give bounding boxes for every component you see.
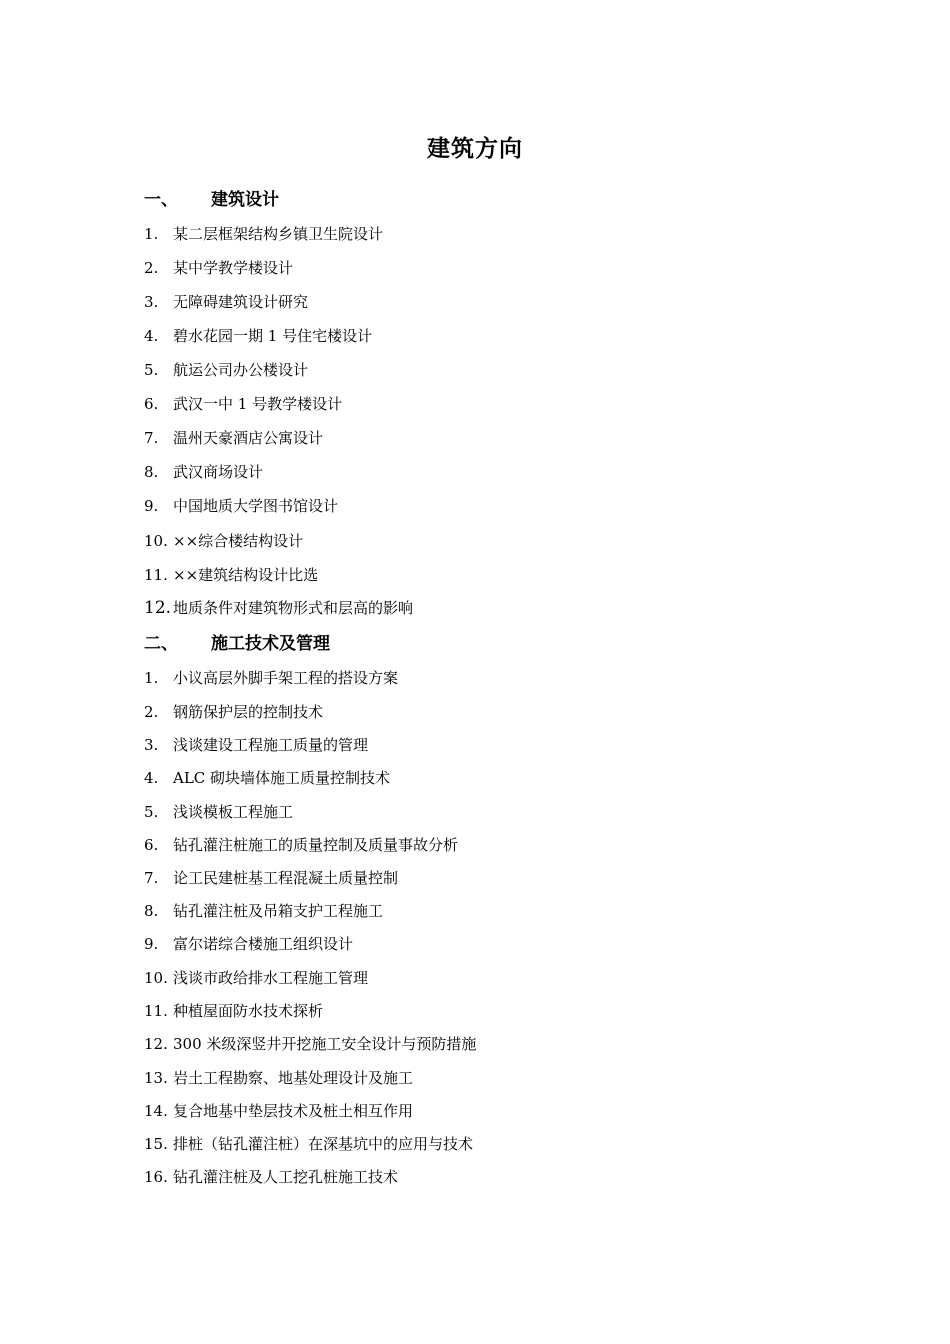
list-item xyxy=(144,1032,476,1056)
list-item xyxy=(144,1066,413,1090)
item-text: 复合地基中垫层技术及桩土相互作用 xyxy=(173,1102,414,1120)
item-text: 碧水花园一期 1 号住宅楼设计 xyxy=(173,327,373,345)
item-text: 中国地质大学图书馆设计 xyxy=(173,497,339,515)
item-text: 种植屋面防水技术探析 xyxy=(173,1002,324,1020)
item-text: 武汉商场设计 xyxy=(173,463,264,481)
item-number: 1. xyxy=(144,669,159,687)
list-item xyxy=(144,1165,398,1189)
item-text: 浅谈模板工程施工 xyxy=(173,803,294,821)
item-number: 3. xyxy=(144,293,159,311)
item-text: ××综合楼结构设计 xyxy=(173,532,304,550)
item-number: 11. xyxy=(144,566,168,584)
list-item xyxy=(144,392,342,416)
list-item xyxy=(144,733,368,757)
list-item xyxy=(144,966,368,990)
item-number: 14. xyxy=(144,1102,168,1120)
item-number: 11. xyxy=(144,1002,168,1020)
item-number: 4. xyxy=(144,769,159,787)
item-number: 2. xyxy=(144,259,159,277)
item-number: 3. xyxy=(144,736,159,754)
item-number: 10. xyxy=(144,969,168,987)
item-text: 钢筋保护层的控制技术 xyxy=(173,703,324,721)
item-text: 钻孔灌注桩施工的质量控制及质量事故分析 xyxy=(173,836,459,854)
item-text: 小议高层外脚手架工程的搭设方案 xyxy=(173,669,399,687)
item-text: 钻孔灌注桩及人工挖孔桩施工技术 xyxy=(173,1168,399,1186)
item-text: 钻孔灌注桩及吊箱支护工程施工 xyxy=(173,902,384,920)
list-item xyxy=(144,800,293,824)
item-text: 航运公司办公楼设计 xyxy=(173,361,309,379)
item-number: 9. xyxy=(144,935,159,953)
item-number: 7. xyxy=(144,429,159,447)
item-number: 16. xyxy=(144,1168,168,1186)
item-text: ALC 砌块墙体施工质量控制技术 xyxy=(173,769,391,787)
list-item xyxy=(144,999,323,1023)
list-item xyxy=(144,529,303,553)
section-number: 二、 xyxy=(144,634,178,654)
item-number: 12. xyxy=(144,1035,168,1053)
item-number: 13. xyxy=(144,1069,168,1087)
item-number: 5. xyxy=(144,361,159,379)
item-text: 某中学教学楼设计 xyxy=(173,259,294,277)
section-heading-construction-management xyxy=(144,631,330,657)
item-text: 岩土工程勘察、地基处理设计及施工 xyxy=(173,1069,414,1087)
list-item xyxy=(144,833,458,857)
item-number: 5. xyxy=(144,803,159,821)
list-item xyxy=(144,1099,413,1123)
list-item xyxy=(144,700,323,724)
item-text: 富尔诺综合楼施工组织设计 xyxy=(173,935,354,953)
list-item xyxy=(144,290,308,314)
item-number: 10. xyxy=(144,532,168,550)
item-number: 15. xyxy=(144,1135,168,1153)
item-number: 7. xyxy=(144,869,159,887)
section-title: 施工技术及管理 xyxy=(211,634,330,654)
item-text: 武汉一中 1 号教学楼设计 xyxy=(173,395,343,413)
item-number: 8. xyxy=(144,463,159,481)
item-text: 浅谈建设工程施工质量的管理 xyxy=(173,736,369,754)
list-item xyxy=(144,494,338,518)
item-number: 2. xyxy=(144,703,159,721)
list-item xyxy=(144,1132,473,1156)
list-item xyxy=(144,563,318,587)
list-item xyxy=(144,324,372,348)
list-item xyxy=(144,358,308,382)
list-item xyxy=(144,766,390,790)
list-item xyxy=(144,932,353,956)
list-item xyxy=(144,899,383,923)
list-item xyxy=(144,222,383,246)
item-text: 温州天豪酒店公寓设计 xyxy=(173,429,324,447)
item-text: 排桩（钻孔灌注桩）在深基坑中的应用与技术 xyxy=(173,1135,474,1153)
item-text: 论工民建桩基工程混凝土质量控制 xyxy=(173,869,399,887)
list-item xyxy=(144,460,263,484)
section-number: 一、 xyxy=(144,190,178,210)
section-title: 建筑设计 xyxy=(211,190,279,210)
list-item xyxy=(144,596,413,620)
list-item xyxy=(144,666,398,690)
item-text: 地质条件对建筑物形式和层高的影响 xyxy=(173,599,414,617)
item-number: 9. xyxy=(144,497,159,515)
item-text: 无障碍建筑设计研究 xyxy=(173,293,309,311)
item-number: 12. xyxy=(144,598,172,618)
list-item xyxy=(144,256,293,280)
item-text: 300 米级深竖井开挖施工安全设计与预防措施 xyxy=(173,1035,477,1053)
list-item xyxy=(144,426,323,450)
item-text: 浅谈市政给排水工程施工管理 xyxy=(173,969,369,987)
item-number: 8. xyxy=(144,902,159,920)
item-number: 4. xyxy=(144,327,159,345)
item-number: 1. xyxy=(144,225,159,243)
item-text: ××建筑结构设计比选 xyxy=(173,566,319,584)
section-heading-architecture-design xyxy=(144,187,279,213)
page-title: 建筑方向 xyxy=(427,136,523,162)
list-item xyxy=(144,866,398,890)
item-number: 6. xyxy=(144,395,159,413)
item-number: 6. xyxy=(144,836,159,854)
item-text: 某二层框架结构乡镇卫生院设计 xyxy=(173,225,384,243)
